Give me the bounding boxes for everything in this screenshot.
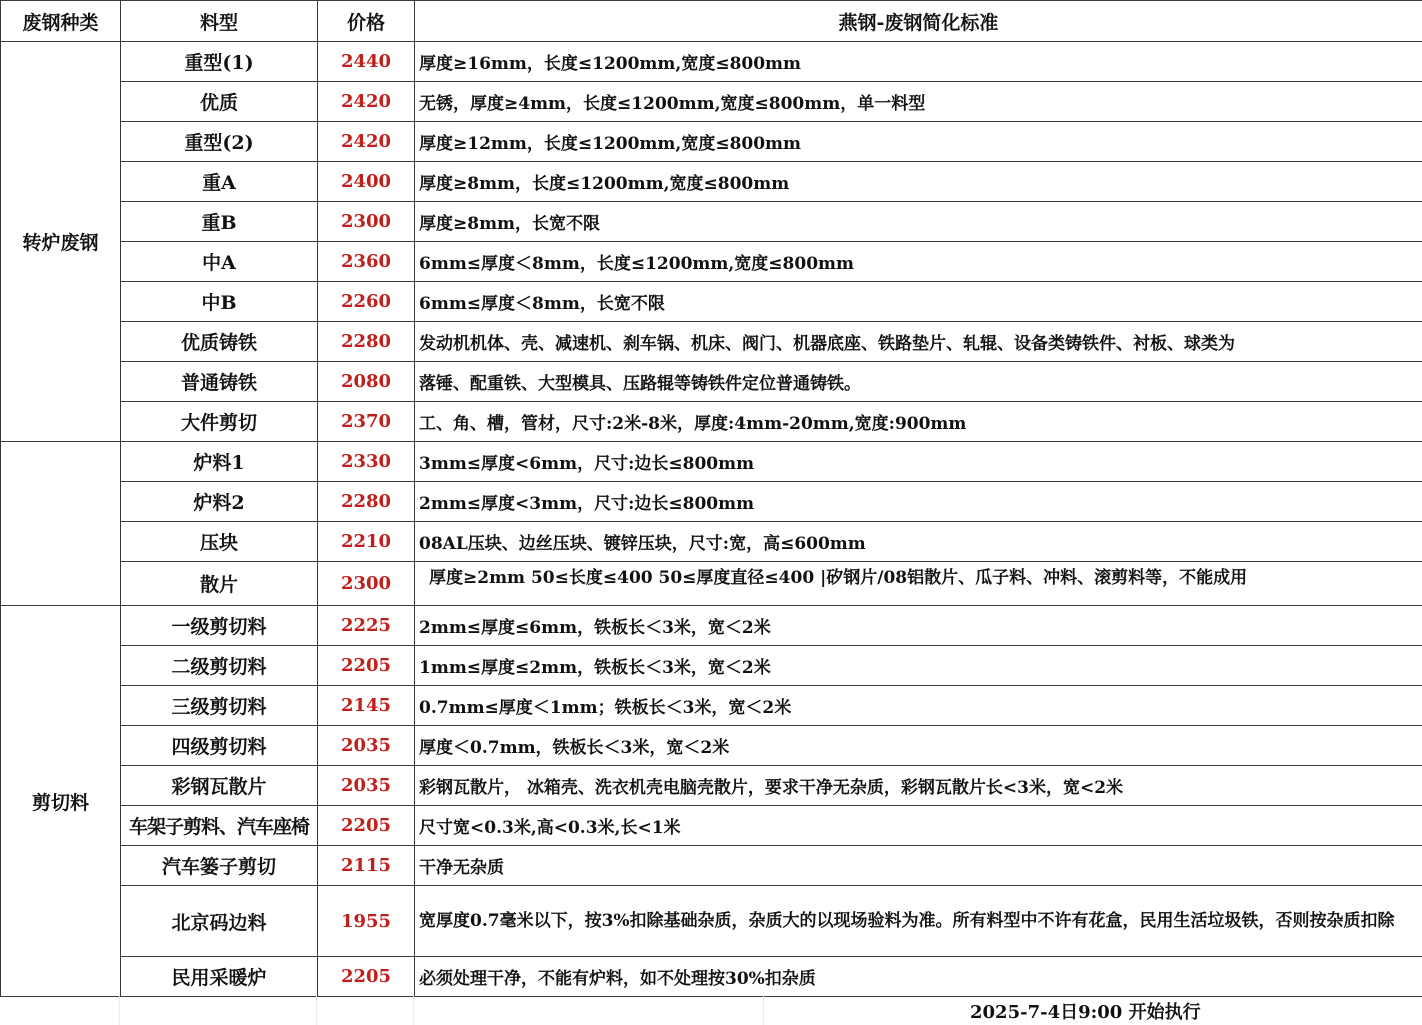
table-row <box>1 442 1422 482</box>
standard-cell[interactable]: 3mm≤厚度<6mm，尺寸:边长≤800mm <box>415 442 1422 482</box>
price-cell[interactable]: 2205 <box>318 646 415 686</box>
standard-cell[interactable]: 干净无杂质 <box>415 846 1422 886</box>
standard-cell[interactable]: 2mm≤厚度<3mm，尺寸:边长≤800mm <box>415 482 1422 522</box>
type-cell[interactable]: 大件剪切 <box>121 402 318 442</box>
type-cell[interactable]: 一级剪切料 <box>121 606 318 646</box>
type-cell[interactable]: 车架子剪料、汽车座椅 <box>121 806 318 846</box>
type-cell[interactable]: 四级剪切料 <box>121 726 318 766</box>
standard-cell[interactable]: 08AL压块、边丝压块、镀锌压块，尺寸:宽，高≤600mm <box>415 522 1422 562</box>
price-cell[interactable]: 2420 <box>318 122 415 162</box>
standard-cell[interactable]: 尺寸宽<0.3米,高<0.3米,长<1米 <box>415 806 1422 846</box>
price-cell[interactable]: 2145 <box>318 686 415 726</box>
price-cell[interactable]: 2205 <box>318 957 415 997</box>
price-cell[interactable]: 2400 <box>318 162 415 202</box>
table-row <box>1 522 1422 562</box>
standard-cell[interactable]: 工、角、槽，管材，尺寸:2米-8米，厚度:4mm-20mm,宽度:900mm <box>415 402 1422 442</box>
standard-cell[interactable]: 1mm≤厚度≤2mm，铁板长＜3米，宽＜2米 <box>415 646 1422 686</box>
type-cell[interactable]: 压块 <box>121 522 318 562</box>
table-row <box>1 606 1422 646</box>
standard-cell[interactable]: 发动机机体、壳、减速机、刹车锅、机床、阀门、机器底座、铁路垫片、轧辊、设备类铸铁件、衬板、球类为 <box>415 322 1422 362</box>
standard-cell[interactable]: 厚度≥2mm 50≤长度≤400 50≤厚度直径≤400 |矽钢片/08铝散片、瓜子料、冲料、滚剪料等，不能成用 <box>415 562 1422 606</box>
price-cell[interactable]: 2330 <box>318 442 415 482</box>
type-cell[interactable]: 二级剪切料 <box>121 646 318 686</box>
price-cell[interactable]: 2300 <box>318 202 415 242</box>
table-row <box>1 686 1422 726</box>
table-row <box>1 162 1422 202</box>
price-cell[interactable]: 2440 <box>318 42 415 82</box>
table-row <box>1 846 1422 886</box>
table-row <box>1 122 1422 162</box>
table-row <box>1 242 1422 282</box>
price-cell[interactable]: 2280 <box>318 482 415 522</box>
standard-cell[interactable]: 0.7mm≤厚度＜1mm；铁板长＜3米，宽＜2米 <box>415 686 1422 726</box>
table-row <box>1 886 1422 957</box>
price-cell[interactable]: 2300 <box>318 562 415 606</box>
type-cell[interactable]: 优质 <box>121 82 318 122</box>
table-row <box>1 806 1422 846</box>
price-cell[interactable]: 2080 <box>318 362 415 402</box>
header-type[interactable]: 料型 <box>121 1 318 42</box>
standard-cell[interactable]: 彩钢瓦散片， 冰箱壳、洗衣机壳电脑壳散片，要求干净无杂质，彩钢瓦散片长<3米，宽<2米 <box>415 766 1422 806</box>
type-cell[interactable]: 重A <box>121 162 318 202</box>
standard-cell[interactable]: 厚度≥8mm，长度≤1200mm,宽度≤800mm <box>415 162 1422 202</box>
type-cell[interactable]: 重B <box>121 202 318 242</box>
footer-cell <box>317 994 414 1025</box>
price-cell[interactable]: 2360 <box>318 242 415 282</box>
price-cell[interactable]: 2225 <box>318 606 415 646</box>
type-cell[interactable]: 普通铸铁 <box>121 362 318 402</box>
table-row <box>1 42 1422 82</box>
header-row <box>1 1 1422 42</box>
table-row <box>1 362 1422 402</box>
type-cell[interactable]: 三级剪切料 <box>121 686 318 726</box>
standard-cell[interactable]: 厚度≥8mm，长宽不限 <box>415 202 1422 242</box>
standard-cell[interactable]: 厚度≥12mm，长度≤1200mm,宽度≤800mm <box>415 122 1422 162</box>
table-row <box>1 82 1422 122</box>
price-cell[interactable]: 2205 <box>318 806 415 846</box>
price-cell[interactable]: 2370 <box>318 402 415 442</box>
table-row <box>1 322 1422 362</box>
table-row <box>1 402 1422 442</box>
table-row <box>1 202 1422 242</box>
footer-gridlines <box>0 994 1422 1025</box>
price-cell[interactable]: 2035 <box>318 726 415 766</box>
price-cell[interactable]: 2280 <box>318 322 415 362</box>
footer-cell <box>0 994 120 1025</box>
standard-cell[interactable]: 厚度≥16mm，长度≤1200mm,宽度≤800mm <box>415 42 1422 82</box>
header-category[interactable]: 废钢种类 <box>1 1 121 42</box>
type-cell[interactable]: 重型(1) <box>121 42 318 82</box>
standard-cell[interactable]: 无锈，厚度≥4mm，长度≤1200mm,宽度≤800mm，单一料型 <box>415 82 1422 122</box>
price-cell[interactable]: 2210 <box>318 522 415 562</box>
type-cell[interactable]: 中B <box>121 282 318 322</box>
type-cell[interactable]: 炉料2 <box>121 482 318 522</box>
table-row <box>1 646 1422 686</box>
table-row <box>1 766 1422 806</box>
type-cell[interactable]: 散片 <box>121 562 318 606</box>
type-cell[interactable]: 汽车篓子剪切 <box>121 846 318 886</box>
type-cell[interactable]: 中A <box>121 242 318 282</box>
category-cell[interactable] <box>1 442 121 606</box>
table-row <box>1 282 1422 322</box>
price-cell[interactable]: 2420 <box>318 82 415 122</box>
price-cell[interactable]: 1955 <box>318 886 415 957</box>
price-cell[interactable]: 2035 <box>318 766 415 806</box>
type-cell[interactable]: 民用采暖炉 <box>121 957 318 997</box>
header-price[interactable]: 价格 <box>318 1 415 42</box>
standard-cell[interactable]: 宽厚度0.7毫米以下，按3%扣除基础杂质，杂质大的以现场验料为准。所有料型中不许有花盒，民用生活垃圾铁，否则按杂质扣除 <box>415 886 1422 957</box>
header-standard[interactable]: 燕钢-废钢简化标准 <box>415 1 1422 42</box>
category-cell[interactable]: 转炉废钢 <box>1 42 121 442</box>
standard-cell[interactable]: 2mm≤厚度≤6mm，铁板长＜3米，宽＜2米 <box>415 606 1422 646</box>
footer-cell <box>120 994 317 1025</box>
type-cell[interactable]: 炉料1 <box>121 442 318 482</box>
type-cell[interactable]: 北京码边料 <box>121 886 318 957</box>
type-cell[interactable]: 重型(2) <box>121 122 318 162</box>
category-cell[interactable]: 剪切料 <box>1 606 121 997</box>
table-row <box>1 726 1422 766</box>
standard-cell[interactable]: 6mm≤厚度＜8mm，长宽不限 <box>415 282 1422 322</box>
standard-cell[interactable]: 厚度＜0.7mm，铁板长＜3米，宽＜2米 <box>415 726 1422 766</box>
effective-date-note[interactable]: 2025-7-4日9:00 开始执行 <box>970 1002 1201 1023</box>
footer-cell <box>414 994 764 1025</box>
standard-cell[interactable]: 落锤、配重铁、大型模具、压路辊等铸铁件定位普通铸铁。 <box>415 362 1422 402</box>
price-cell[interactable]: 2260 <box>318 282 415 322</box>
price-cell[interactable]: 2115 <box>318 846 415 886</box>
table-row <box>1 957 1422 997</box>
standard-cell[interactable]: 必须处理干净，不能有炉料，如不处理按30%扣杂质 <box>415 957 1422 997</box>
standard-cell[interactable]: 6mm≤厚度＜8mm，长度≤1200mm,宽度≤800mm <box>415 242 1422 282</box>
table-row <box>1 482 1422 522</box>
type-cell[interactable]: 优质铸铁 <box>121 322 318 362</box>
table-row <box>1 562 1422 606</box>
type-cell[interactable]: 彩钢瓦散片 <box>121 766 318 806</box>
